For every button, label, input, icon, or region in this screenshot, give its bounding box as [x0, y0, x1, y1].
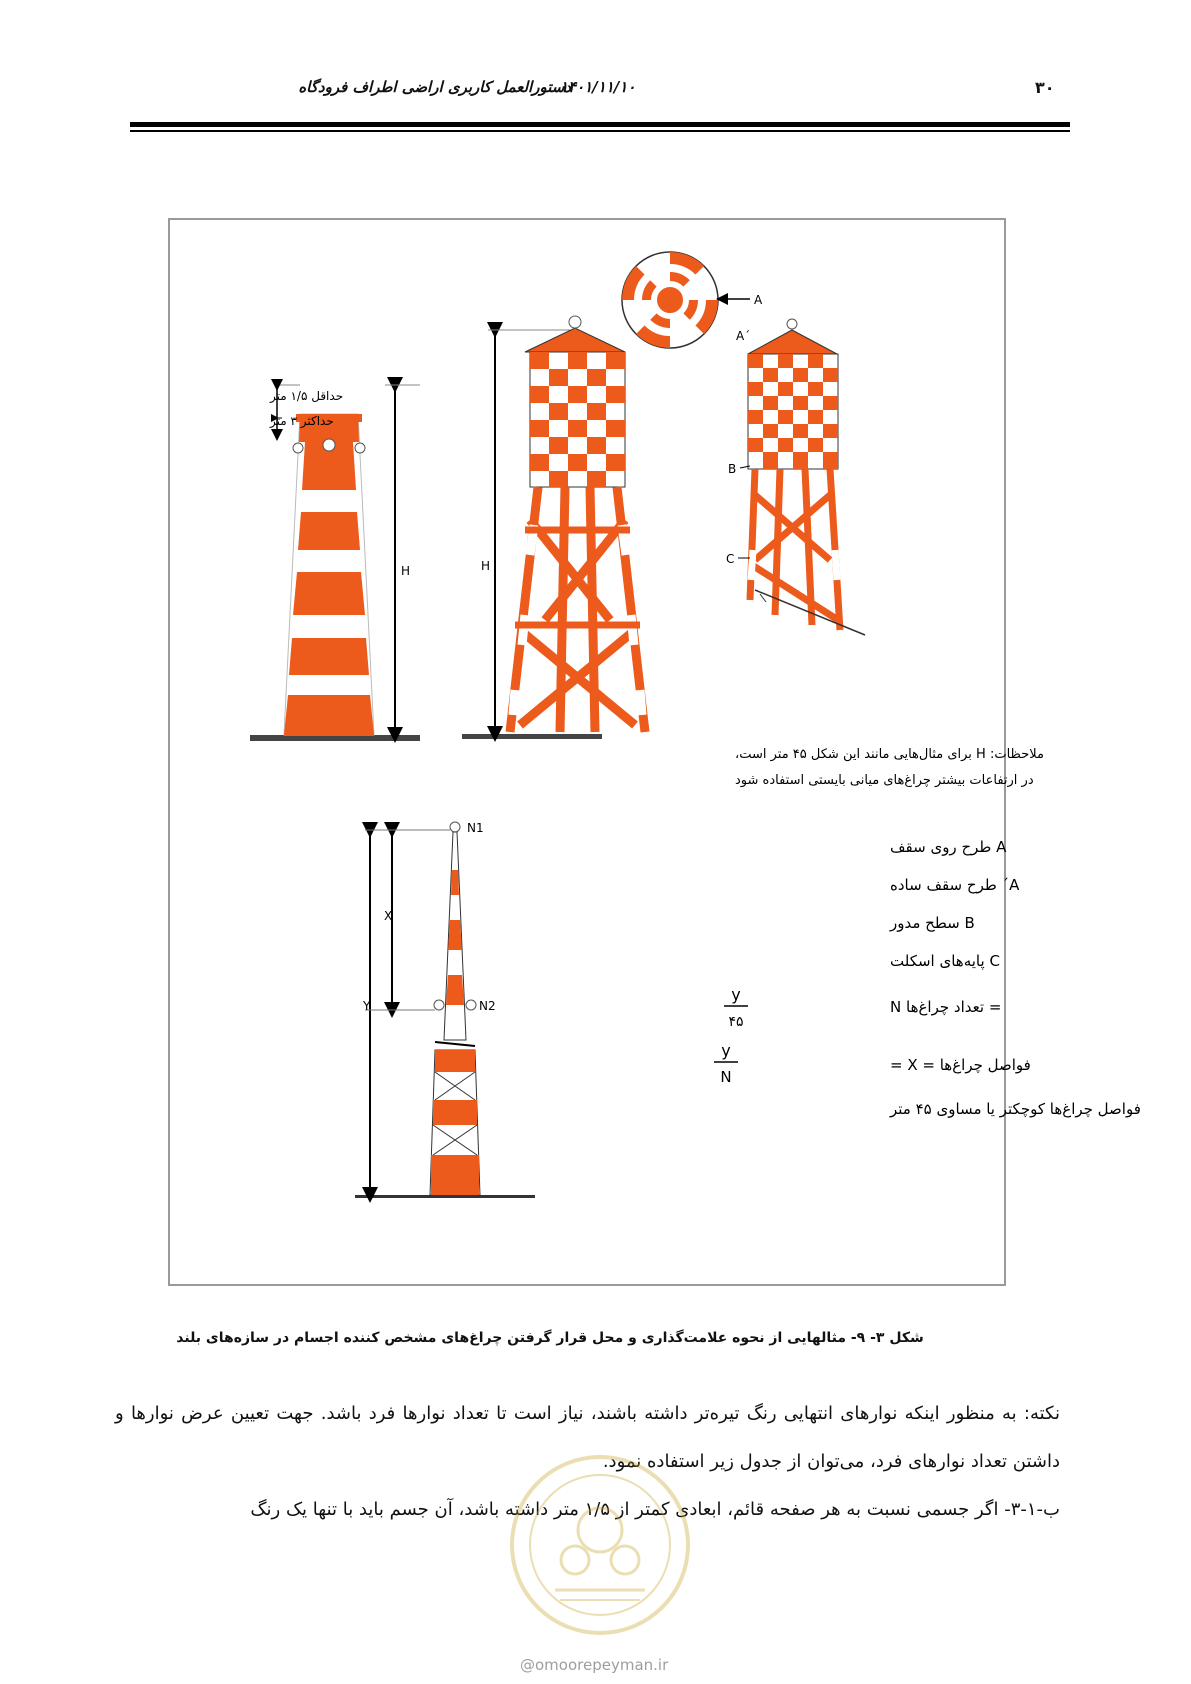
- label-n2: N2: [479, 999, 496, 1013]
- body-paragraph-section: ب-۱-۳- اگر جسمی نسبت به هر صفحه قائم، ابعادی کمتر از ۱/۵ متر داشته باشد، آن جسم باید با تنها یک رنگ: [250, 1499, 1060, 1520]
- label-a: A: [754, 293, 763, 307]
- legend-c: C پایه‌های اسکلت: [890, 952, 1000, 970]
- legend-formula-n: = تعداد چراغ‌ها N: [890, 998, 1002, 1016]
- lattice-mast: [355, 821, 535, 1198]
- label-c: C: [726, 552, 735, 566]
- header-rule-thin: [130, 130, 1070, 132]
- document-date: ۱۴۰۱/۱۱/۱۰: [560, 78, 636, 96]
- legend-a-prime: A´ طرح سقف ساده: [890, 876, 1020, 894]
- watermark-seal-icon: [505, 1450, 695, 1640]
- page-header: [0, 70, 1191, 100]
- header-rule-thick: [130, 122, 1070, 127]
- figure-caption: شکل ۳- ۹- مثالهایی از نحوه علامت‌گذاری و محل قرار گرفتن چراغ‌های مشخص کننده اجسام در سازه‌های بلند: [176, 1330, 924, 1346]
- label-n1: N1: [467, 821, 484, 835]
- body-paragraph-note: نکته: به منظور اینکه نوارهای انتهایی رنگ تیره‌تر داشته باشند، نیاز است تا تعداد نوارها فرد باشد. جهت تعیین عرض نوارها و داشتن تعداد نوارهای فرد، می‌توان از جدول زیر استفاده نمود.: [115, 1403, 1060, 1472]
- formula-x-numerator: y: [721, 1041, 731, 1060]
- chimney-illustration: [250, 385, 420, 741]
- document-title: دستورالعمل کاربری اراضی اطراف فرودگاه: [298, 78, 571, 96]
- formula-n-numerator: y: [731, 985, 741, 1004]
- formula-n-denominator: ۴۵: [728, 1014, 744, 1030]
- chimney-label-h: H: [401, 564, 411, 578]
- formula-x-denominator: N: [720, 1068, 732, 1086]
- tower-label-h: H: [481, 559, 491, 573]
- label-x: X: [384, 909, 393, 923]
- label-a-prime: A´: [736, 329, 751, 343]
- figure-frame: [168, 218, 1141, 1286]
- notes-line-1: ملاحظات: H برای مثال‌هایی مانند این شکل ۴۵ متر است،: [735, 747, 1044, 762]
- figure-illustration: [170, 220, 1141, 1288]
- legend-spacing-note: فواصل چراغ‌ها کوچکتر یا مساوی ۴۵ متر: [890, 1100, 1141, 1118]
- label-max-height: حداکثر ۳ متر: [270, 414, 334, 428]
- watermark-site: @omoorepeyman.ir: [520, 1656, 669, 1674]
- legend-formula-x: فواصل چراغ‌ها = X =: [890, 1056, 1031, 1074]
- notes-line-2: در ارتفاعات بیشتر چراغ‌های میانی بایستی استفاده شود: [735, 773, 1034, 788]
- label-y: Y: [363, 999, 371, 1013]
- figure-legend: [714, 838, 1141, 1118]
- legend-b: B سطح مدور: [890, 914, 975, 932]
- legend-a: A طرح روی سقف: [890, 838, 1007, 856]
- water-tower-large: [462, 316, 645, 739]
- page-number: ۳۰: [1035, 78, 1055, 97]
- label-b: B: [728, 462, 737, 476]
- label-min-height: حداقل ۱/۵ متر: [270, 389, 344, 403]
- water-tower-small: [726, 319, 865, 635]
